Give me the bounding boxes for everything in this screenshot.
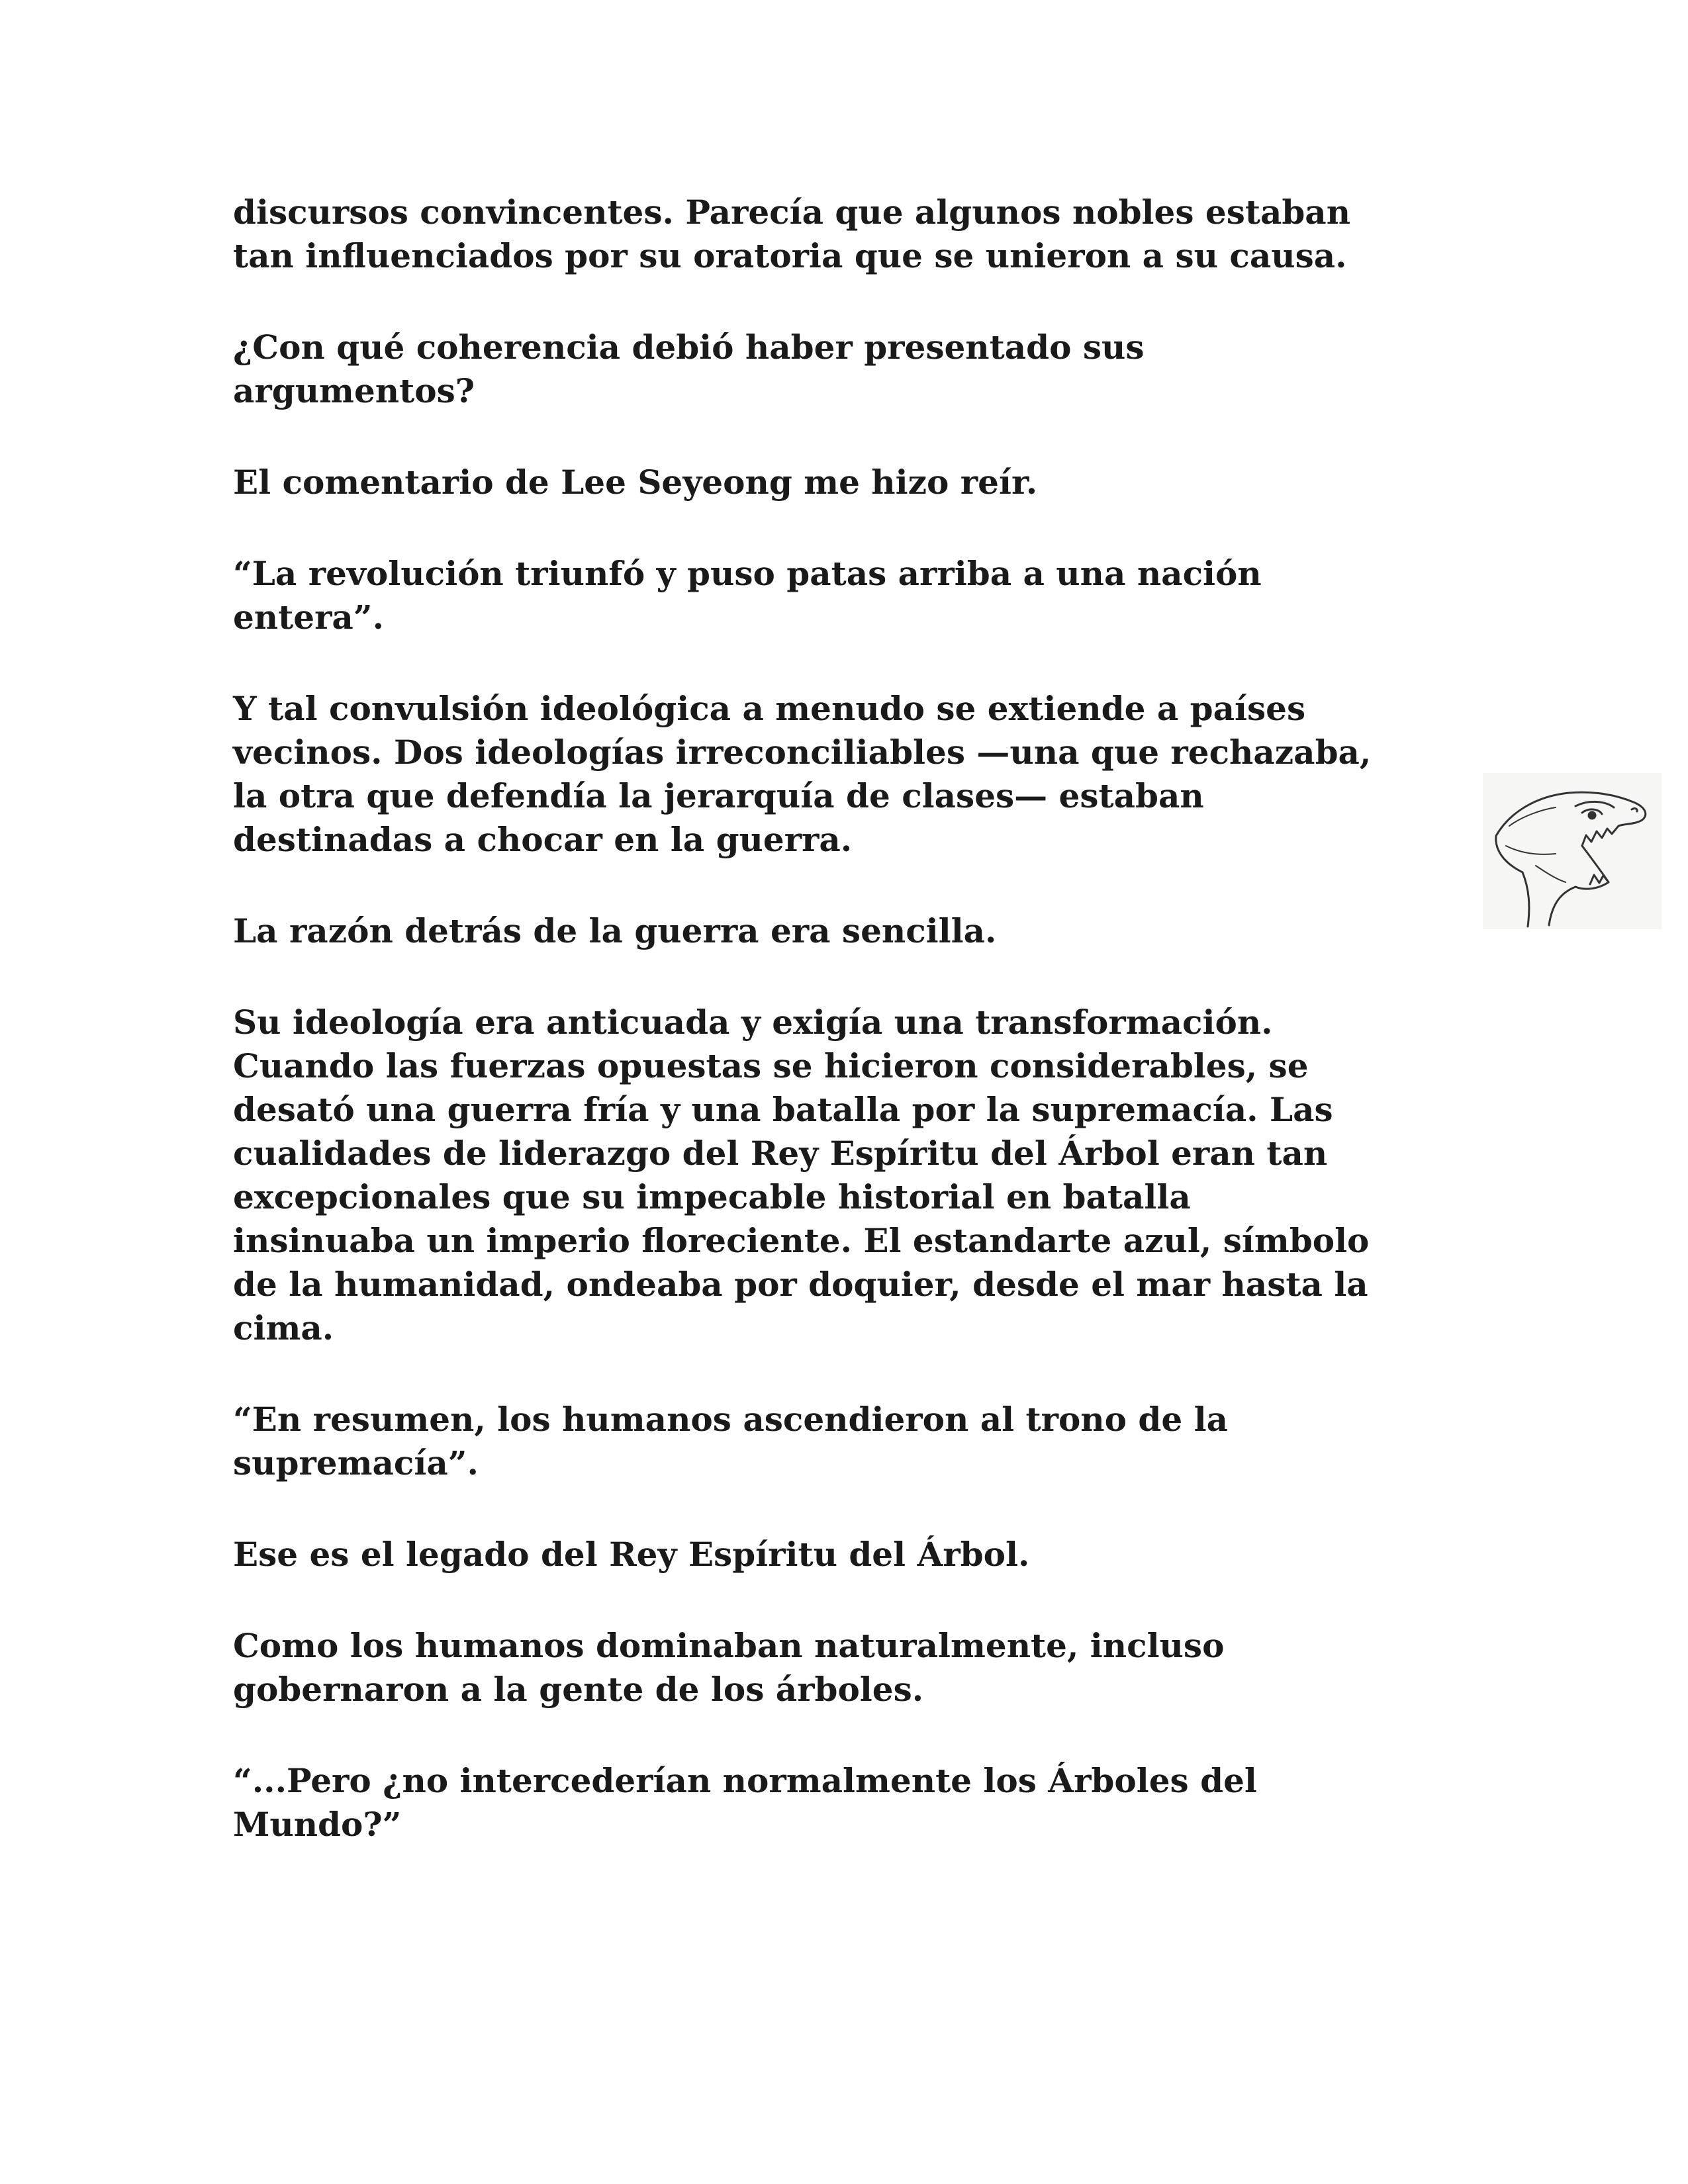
paragraph-5: Y tal convulsión ideológica a menudo se extiende a países vecinos. Dos ideologías irreconciliables —una que rechazaba, la otra que defendía la jerarquía de clases— estaban destinadas a chocar en la guerra.	[233, 689, 1372, 859]
paragraph-9: Ese es el legado del Rey Espíritu del Árbol.	[233, 1535, 1030, 1574]
paragraph-6: La razón detrás de la guerra era sencilla.	[233, 911, 997, 950]
paragraph-11: “...Pero ¿no intercederían normalmente los Árboles del Mundo?”	[233, 1761, 1257, 1844]
paragraph-4: “La revolución triunfó y puso patas arriba a una nación entera”.	[233, 554, 1262, 637]
dinosaur-head-icon	[1483, 773, 1662, 929]
paragraph-7: Su ideología era anticuada y exigía una transformación. Cuando las fuerzas opuestas se hicieron considerables, se desató una guerra fría y una batalla por la supremacía. Las cualidades de liderazgo del Rey Espíritu del Árbol eran tan excepcionales que su impecable historial en batalla insinuaba un imperio floreciente. El estandarte azul, símbolo de la humanidad, ondeaba por doquier, desde el mar hasta la cima.	[233, 1003, 1370, 1347]
body-text	[233, 191, 1491, 1894]
paragraph-2: ¿Con qué coherencia debió haber presentado sus argumentos?	[233, 328, 1145, 410]
paragraph-1: discursos convincentes. Parecía que algunos nobles estaban tan influenciados por su oratoria que se unieron a su causa.	[233, 193, 1351, 275]
paragraph-8: “En resumen, los humanos ascendieron al trono de la supremacía”.	[233, 1400, 1228, 1482]
paragraph-3: El comentario de Lee Seyeong me hizo reír.	[233, 463, 1038, 502]
paragraph-10: Como los humanos dominaban naturalmente, incluso gobernaron a la gente de los árboles.	[233, 1626, 1225, 1709]
